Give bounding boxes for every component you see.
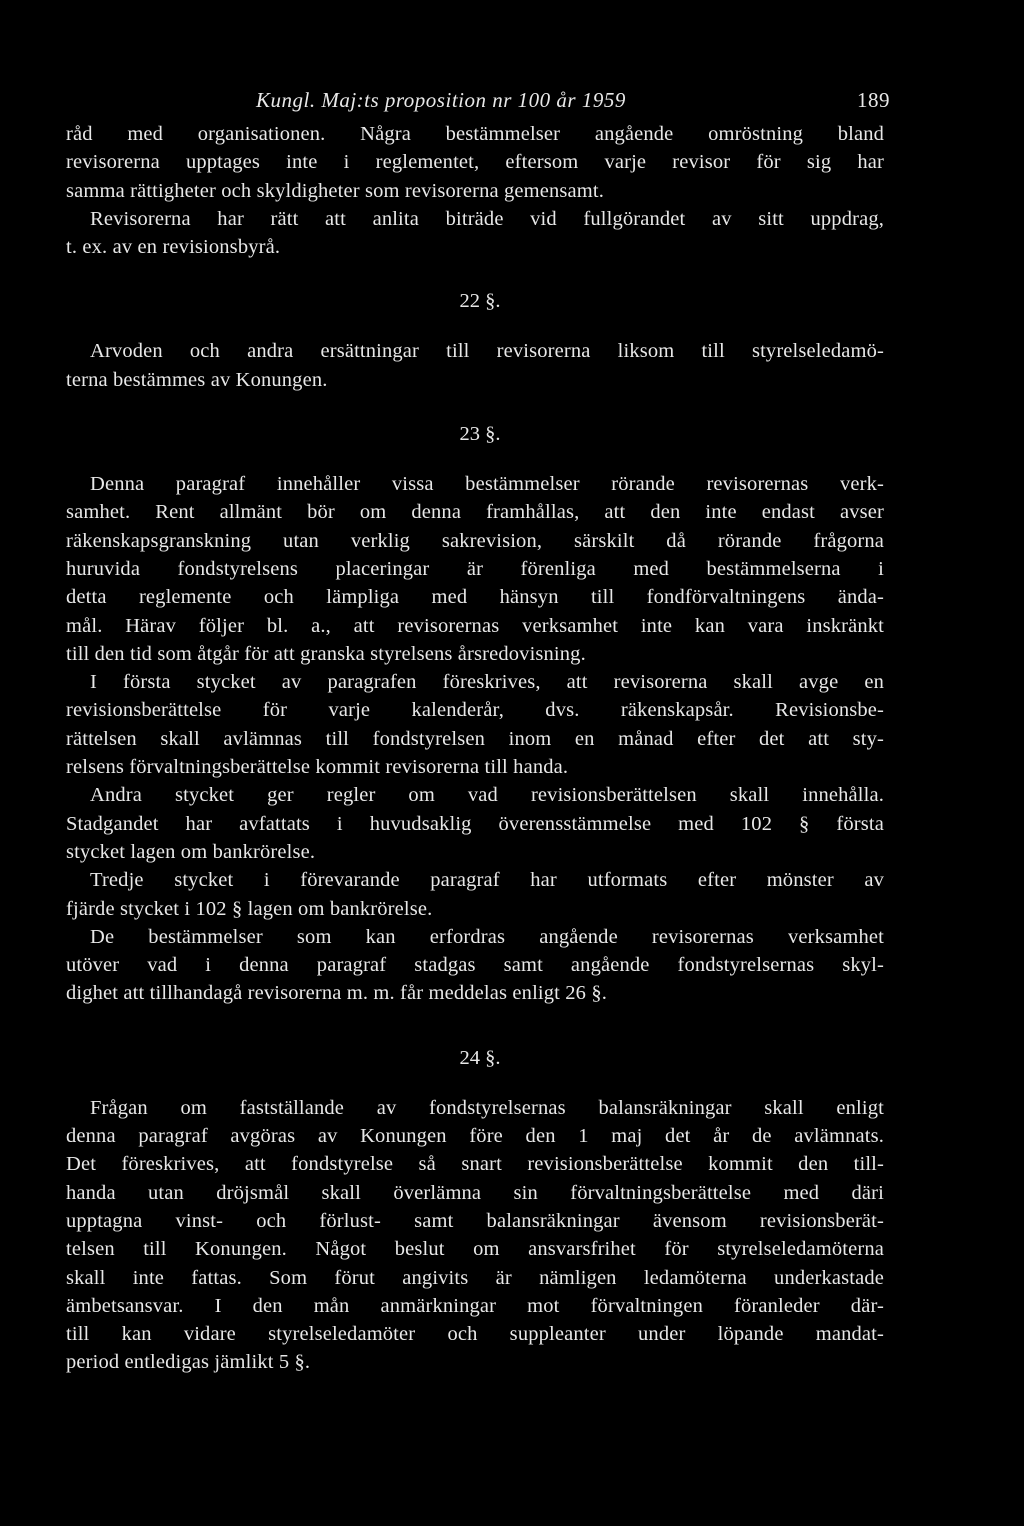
text-line: skall inte fattas. Som förut angivits är nämligen ledamöterna underkastade	[66, 1266, 884, 1289]
text-line: Frågan om fastställande av fondstyrelsernas balansräkningar skall enligt	[90, 1096, 884, 1119]
text-line: revisionsberättelse för varje kalenderår, dvs. räkenskapsår. Revisionsbe-	[66, 699, 884, 722]
text-line: relsens förvaltningsberättelse kommit revisorerna till handa.	[66, 756, 569, 779]
text-line: revisorerna upptages inte i reglementet, eftersom varje revisor för sig har	[66, 151, 884, 174]
section-22-text	[66, 337, 884, 394]
text-line: råd med organisationen. Några bestämmelser angående omröstning bland	[66, 123, 884, 145]
text-line: De bestämmelser som kan erfordras angående revisorernas verksamhet	[90, 925, 884, 948]
text-line: Denna paragraf innehåller vissa bestämmelser rörande revisorernas verk-	[90, 473, 884, 496]
page-number: 189	[857, 88, 890, 112]
text-line: till den tid som åtgår för att granska styrelsens årsredovisning.	[66, 642, 586, 665]
text-line: Det föreskrives, att fondstyrelse så snart revisionsberättelse kommit den till-	[66, 1153, 884, 1176]
page-header	[66, 88, 890, 120]
text-line: denna paragraf avgöras av Konungen före den 1 maj det år de avlämnats.	[66, 1125, 884, 1148]
section-heading-24: 24 §.	[459, 1046, 501, 1069]
section-heading-22: 22 §.	[459, 290, 501, 313]
text-line: ämbetsansvar. I den mån anmärkningar mot förvaltningen föranleder där-	[66, 1294, 884, 1317]
text-line: samma rättigheter och skyldigheter som revisorerna gemensamt.	[66, 179, 604, 202]
text-line: t. ex. av en revisionsbyrå.	[66, 236, 281, 259]
text-line: Stadgandet har avfattats i huvudsaklig överensstämmelse med 102 § första	[66, 812, 884, 835]
text-line: räkenskapsgranskning utan verklig sakrevision, särskilt då rörande frågorna	[66, 529, 884, 552]
intro-text	[66, 120, 884, 261]
text-line: Tredje stycket i förevarande paragraf har utformats efter mönster av	[90, 869, 884, 892]
text-line: I första stycket av paragrafen föreskrives, att revisorerna skall avge en	[90, 671, 884, 694]
text-line: stycket lagen om bankrörelse.	[66, 840, 316, 863]
text-line: huruvida fondstyrelsens placeringar är förenliga med bestämmelserna i	[66, 557, 884, 580]
text-line: rättelsen skall avlämnas till fondstyrelsen inom en månad efter det att sty-	[66, 727, 884, 750]
text-line: fjärde stycket i 102 § lagen om bankrörelse.	[66, 897, 433, 920]
text-line: dighet att tillhandagå revisorerna m. m. får meddelas enligt 26 §.	[66, 982, 608, 1005]
running-title: Kungl. Maj:ts proposition nr 100 år 1959	[256, 88, 626, 112]
text-line: Arvoden och andra ersättningar till revisorerna liksom till styrelseledamö-	[90, 340, 884, 363]
text-line: Revisorerna har rätt att anlita biträde vid fullgörandet av sitt uppdrag,	[90, 207, 884, 230]
text-line: utöver vad i denna paragraf stadgas samt angående fondstyrelsernas skyl-	[66, 954, 884, 977]
text-line: mål. Härav följer bl. a., att revisorernas verksamhet inte kan vara inskränkt	[66, 614, 884, 637]
text-line: samhet. Rent allmänt bör om denna framhållas, att den inte endast avser	[66, 501, 884, 524]
section-24-text	[66, 1094, 884, 1377]
text-line: period entledigas jämlikt 5 §.	[66, 1351, 311, 1374]
text-line: terna bestämmes av Konungen.	[66, 368, 328, 391]
text-line: telsen till Konungen. Något beslut om ansvarsfrihet för styrelseledamöterna	[66, 1238, 884, 1261]
section-23-text	[66, 470, 884, 1008]
text-line: handa utan dröjsmål skall överlämna sin förvaltningsberättelse med däri	[66, 1181, 884, 1204]
document-page	[66, 88, 890, 1377]
text-line: detta reglemente och lämpliga med hänsyn till fondförvaltningens ända-	[66, 586, 884, 609]
text-line: Andra stycket ger regler om vad revisionsberättelsen skall innehålla.	[90, 784, 884, 807]
text-line: till kan vidare styrelseledamöter och suppleanter under löpande mandat-	[66, 1323, 884, 1346]
section-heading-23: 23 §.	[459, 423, 501, 446]
text-line: upptagna vinst- och förlust- samt balansräkningar ävensom revisionsberät-	[66, 1209, 884, 1232]
